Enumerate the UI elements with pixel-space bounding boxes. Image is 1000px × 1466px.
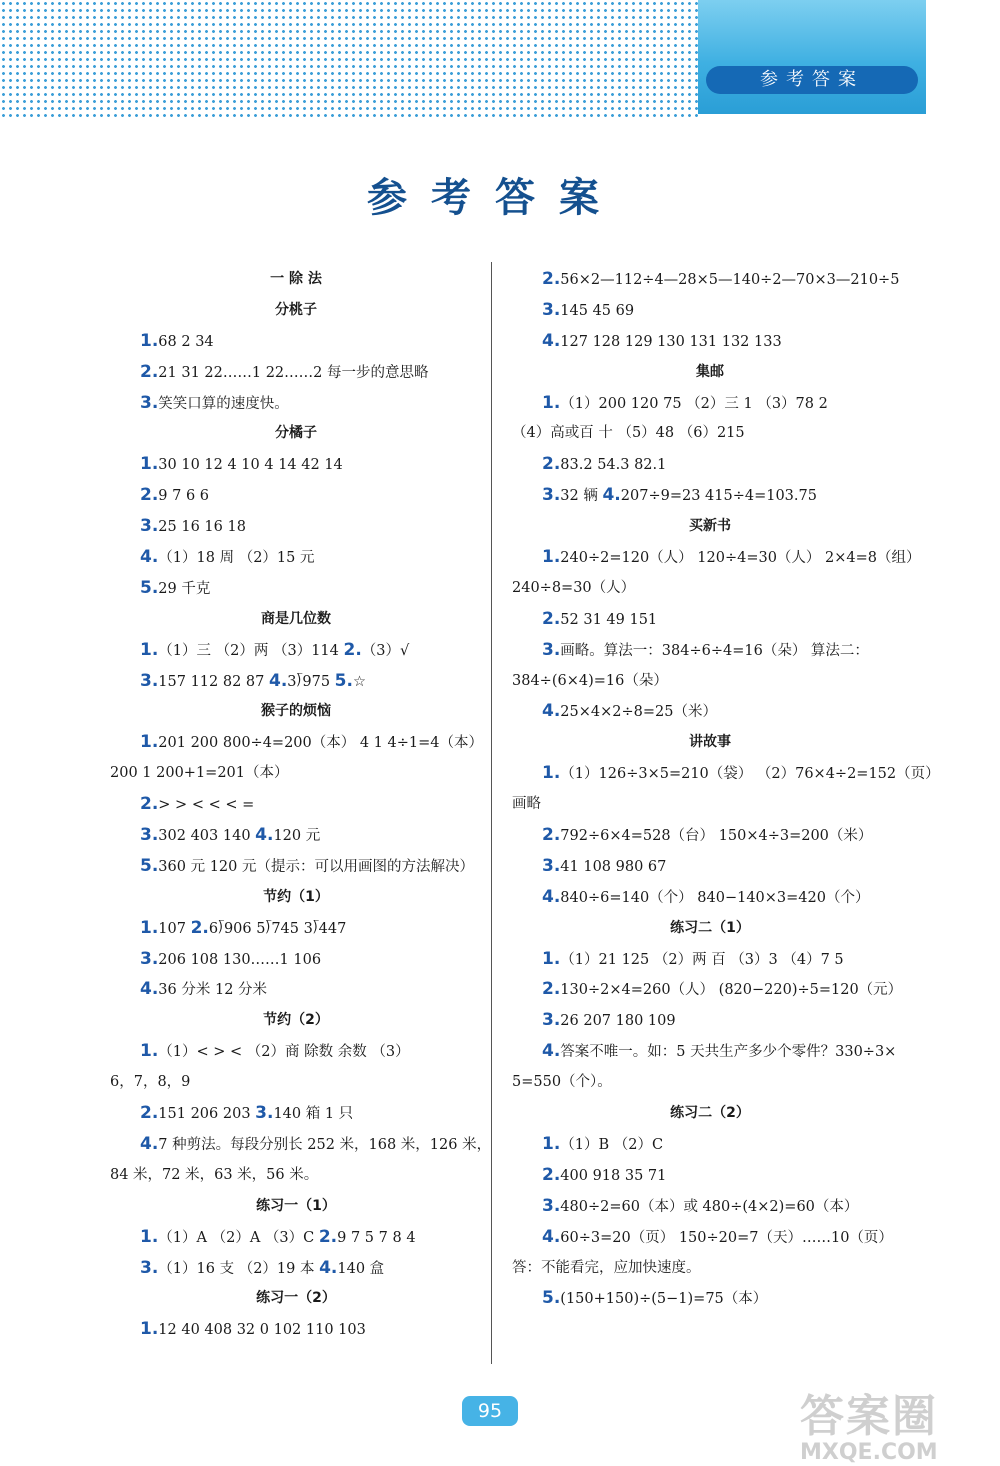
answer-line xyxy=(512,1160,908,1191)
answer-text: 140 箱 1 只 xyxy=(273,1106,354,1123)
answer-text: 360 元 120 元（提示：可以用画图的方法解决） xyxy=(158,858,474,875)
question-number: 3. xyxy=(140,1257,159,1278)
answer-line xyxy=(512,449,908,480)
answer-line xyxy=(512,1036,908,1067)
answer-text: 笑笑口算的速度快。 xyxy=(158,395,289,412)
answer-continuation xyxy=(512,573,908,604)
question-number: 3. xyxy=(542,639,561,660)
question-number: 4. xyxy=(542,1041,561,1062)
question-number: 2. xyxy=(140,1103,159,1124)
answer-text: 21 31 22……1 22……2 每一步的意思略 xyxy=(158,364,429,381)
answer-text: 240÷2=120（人） 120÷4=30（人） 2×4=8（组） xyxy=(560,550,921,567)
question-number: 1. xyxy=(140,330,159,351)
answer-line xyxy=(512,604,908,635)
answer-text: 30 10 12 4 10 4 14 42 14 xyxy=(158,457,343,474)
question-number: 4. xyxy=(542,886,561,907)
answer-text: 答案不唯一。如：5 天共生产多少个零件？330÷3× xyxy=(560,1044,897,1061)
answer-text: 157 112 82 87 xyxy=(158,673,265,690)
answer-text: 201 200 800÷4=200（本） 4 1 4÷1=4（本） xyxy=(158,735,483,752)
question-number: 4. xyxy=(542,1226,561,1247)
answer-line xyxy=(512,388,908,419)
answer-line xyxy=(110,388,482,419)
answer-text: 302 403 140 xyxy=(158,828,251,845)
question-number: 4. xyxy=(542,701,561,722)
question-number: 1. xyxy=(140,732,159,753)
question-number: 2. xyxy=(542,454,561,475)
section-heading-text: 练习一（1） xyxy=(256,1197,336,1214)
section-heading-text: 练习二（2） xyxy=(670,1105,750,1122)
answer-text: 140 盒 xyxy=(337,1260,385,1277)
question-number: 2. xyxy=(542,825,561,846)
answer-line xyxy=(512,326,908,357)
section-heading xyxy=(110,604,482,635)
section-heading-text: 讲故事 xyxy=(689,734,731,751)
answer-text: （1）三 （2）两 （3）114 xyxy=(158,642,339,659)
header-tab xyxy=(698,0,926,114)
right-column xyxy=(512,264,940,1314)
answer-text: 107 xyxy=(158,920,186,937)
question-number: 1. xyxy=(542,948,561,969)
question-number: 1. xyxy=(140,917,159,938)
answer-text: 3⟌975 xyxy=(287,673,331,690)
question-number: 3. xyxy=(542,855,561,876)
answer-text: 145 45 69 xyxy=(560,302,635,319)
answer-continuation xyxy=(110,1160,482,1191)
answer-text: 32 辆 xyxy=(560,488,598,505)
answer-text: 6⟌906 5⟌745 3⟌447 xyxy=(208,920,347,937)
answer-line xyxy=(512,1222,908,1253)
answer-text: （1）A （2）A （3）C xyxy=(158,1229,315,1246)
answer-line xyxy=(512,944,908,975)
answer-text: 36 分米 12 分米 xyxy=(158,982,268,999)
section-heading xyxy=(512,727,908,758)
question-number: 1. xyxy=(542,547,561,568)
answer-line xyxy=(512,542,921,573)
question-number: 2. xyxy=(542,1164,561,1185)
answer-text: 127 128 129 130 131 132 133 xyxy=(560,333,782,350)
answer-line xyxy=(512,758,940,789)
section-heading xyxy=(512,913,908,944)
header-banner xyxy=(0,0,1000,118)
answer-text: 画略 xyxy=(512,796,541,813)
question-number: 1. xyxy=(542,392,561,413)
answer-line xyxy=(110,851,482,882)
answer-continuation xyxy=(512,1067,908,1098)
question-number: 1. xyxy=(140,454,159,475)
answer-text: 130÷2×4=260（人） (820−220)÷5=120（元） xyxy=(560,982,903,999)
section-heading-text: 练习二（1） xyxy=(670,919,750,936)
section-heading xyxy=(110,418,482,449)
answer-text: （1）200 120 75 （2）三 1 （3）78 2 xyxy=(560,395,828,412)
section-heading-text: 买新书 xyxy=(689,518,731,535)
question-number: 3. xyxy=(255,1103,274,1124)
question-number: 4. xyxy=(140,979,159,1000)
answer-text: 68 2 34 xyxy=(158,333,214,350)
question-number: 3. xyxy=(542,485,561,506)
section-heading-text: 猴子的烦恼 xyxy=(261,703,331,720)
dot-pattern xyxy=(0,0,700,118)
answer-text: 25 16 16 18 xyxy=(158,519,246,536)
answer-text: 200 1 200+1=201（本） xyxy=(110,765,289,782)
question-number: 3. xyxy=(140,516,159,537)
answer-line xyxy=(110,666,482,697)
section-heading xyxy=(110,1191,482,1222)
answer-text: 400 918 35 71 xyxy=(560,1167,667,1184)
answer-text: （1）126÷3×5=210（袋） （2）76×4÷2=152（页） xyxy=(560,766,940,783)
answer-text: 151 206 203 xyxy=(158,1106,251,1123)
answer-continuation xyxy=(512,789,908,820)
answer-text: 840÷6=140（个） 840−140×3=420（个） xyxy=(560,889,870,906)
question-number: 1. xyxy=(542,763,561,784)
question-number: 3. xyxy=(140,948,159,969)
question-number: 4. xyxy=(255,825,274,846)
section-heading-text: 节约（2） xyxy=(263,1012,329,1029)
page-title: 参考答案 xyxy=(367,175,623,221)
question-number: 3. xyxy=(542,1195,561,1216)
answer-line xyxy=(110,635,482,666)
answer-line xyxy=(512,480,908,511)
answer-line xyxy=(110,1129,492,1160)
section-heading xyxy=(110,295,482,326)
answer-text: （1）18 周 （2）15 元 xyxy=(158,550,315,567)
answer-continuation xyxy=(110,758,482,789)
answer-text: 答：不能看完，应加快速度。 xyxy=(512,1259,701,1276)
answer-text: 480÷2=60（本）或 480÷(4×2)=60（本） xyxy=(560,1198,859,1215)
answer-text: 60÷3=20（页） 150÷20=7（天）……10（页） xyxy=(560,1229,893,1246)
question-number: 4. xyxy=(140,1133,159,1154)
answer-line xyxy=(512,1005,908,1036)
answer-text: （1）B （2）C xyxy=(560,1136,664,1153)
question-number: 2. xyxy=(140,794,159,815)
section-heading xyxy=(512,511,908,542)
answer-text: 26 207 180 109 xyxy=(560,1013,676,1030)
answer-text: (150+150)÷(5−1)=75（本） xyxy=(560,1291,768,1308)
answer-line xyxy=(512,696,908,727)
answer-line xyxy=(110,1036,482,1067)
answer-text: 25×4×2÷8=25（米） xyxy=(560,704,717,721)
answer-text: （3）√ xyxy=(361,642,410,659)
question-number: 4. xyxy=(140,547,159,568)
left-column xyxy=(110,264,492,1345)
answer-line xyxy=(512,1283,908,1314)
question-number: 4. xyxy=(269,670,288,691)
answer-line xyxy=(110,789,482,820)
answer-line xyxy=(110,913,482,944)
section-heading xyxy=(512,1098,908,1129)
question-number: 2. xyxy=(140,361,159,382)
section-heading-text: 商是几位数 xyxy=(261,610,331,627)
answer-line xyxy=(110,727,482,758)
section-heading xyxy=(110,1005,482,1036)
answer-text: 207÷9=23 415÷4=103.75 xyxy=(620,488,817,505)
answer-line xyxy=(512,851,908,882)
section-heading-text: 分橘子 xyxy=(275,425,317,442)
question-number: 2. xyxy=(318,1226,338,1247)
question-number: 4. xyxy=(602,485,621,506)
answer-text: 9 7 6 6 xyxy=(158,488,210,505)
column-divider xyxy=(491,262,492,1364)
answer-line xyxy=(110,1253,482,1284)
question-number: 3. xyxy=(140,392,159,413)
question-number: 1. xyxy=(140,1319,159,1340)
answer-text: 206 108 130……1 106 xyxy=(158,951,322,968)
answer-line xyxy=(110,974,482,1005)
answer-line xyxy=(110,326,482,357)
watermark-url: MXQE.COM xyxy=(800,1440,938,1465)
question-number: 1. xyxy=(542,1133,561,1154)
answer-text: 29 千克 xyxy=(158,580,211,597)
section-heading xyxy=(110,264,482,295)
question-number: 2. xyxy=(542,608,561,629)
question-number: 1. xyxy=(140,639,159,660)
answer-text: 83.2 54.3 82.1 xyxy=(560,457,667,474)
question-number: 3. xyxy=(542,299,561,320)
answer-text: 画略。算法一：384÷6÷4=16（朵） 算法二： xyxy=(560,642,869,659)
question-number: 2. xyxy=(343,639,362,660)
answer-text: 41 108 980 67 xyxy=(560,858,667,875)
question-number: 5. xyxy=(542,1288,561,1309)
answer-line xyxy=(512,264,908,295)
answer-line xyxy=(512,1191,908,1222)
section-heading xyxy=(110,1283,482,1314)
answer-line xyxy=(110,820,482,851)
section-heading-text: 练习一（2） xyxy=(256,1290,336,1307)
answer-line xyxy=(512,1129,908,1160)
answer-line xyxy=(110,357,482,388)
answer-continuation xyxy=(110,1067,482,1098)
answer-text: 384÷(6×4)=16（朵） xyxy=(512,672,668,689)
header-tab-label: 参考答案 xyxy=(706,66,918,94)
answer-text: 240÷8=30（人） xyxy=(512,579,636,596)
answer-line xyxy=(512,882,908,913)
answer-text: 6，7，8，9 xyxy=(110,1074,191,1091)
question-number: 5. xyxy=(140,855,159,876)
answer-text: > > < < < = xyxy=(158,797,255,814)
answer-line xyxy=(512,974,908,1005)
answer-text: （1）21 125 （2）两 百 （3）3 （4）7 5 xyxy=(560,951,844,968)
section-heading-text: 一 除 法 xyxy=(270,271,322,287)
answer-text: ☆ xyxy=(352,673,366,690)
question-number: 3. xyxy=(140,825,159,846)
question-number: 4. xyxy=(542,330,561,351)
question-number: 2. xyxy=(542,269,561,289)
answer-text: （1）16 支 （2）19 本 xyxy=(158,1260,315,1277)
answer-text: 9 7 5 7 8 4 xyxy=(337,1229,416,1246)
answer-continuation xyxy=(512,666,908,697)
answer-line xyxy=(110,449,482,480)
answer-line xyxy=(110,511,482,542)
question-number: 1. xyxy=(140,1041,159,1062)
answer-text: 52 31 49 151 xyxy=(560,611,658,628)
question-number: 4. xyxy=(319,1257,338,1278)
answer-text: 120 元 xyxy=(273,828,321,845)
question-number: 1. xyxy=(140,1226,159,1247)
answer-line xyxy=(110,573,482,604)
question-number: 5. xyxy=(334,670,353,691)
answer-continuation xyxy=(512,418,908,449)
question-number: 2. xyxy=(542,979,561,1000)
answer-line xyxy=(512,820,908,851)
answer-line xyxy=(110,480,482,511)
answer-continuation xyxy=(512,1253,908,1284)
answer-text: 792÷6×4=528（台） 150×4÷3=200（米） xyxy=(560,828,873,845)
answer-text: （1）< > < （2）商 除数 余数 （3） xyxy=(158,1044,410,1061)
question-number: 3. xyxy=(542,1010,561,1031)
answer-line xyxy=(110,944,482,975)
question-number: 5. xyxy=(140,577,159,598)
question-number: 2. xyxy=(140,485,159,506)
answer-line xyxy=(110,1098,482,1129)
answer-text: 84 米，72 米，63 米，56 米。 xyxy=(110,1166,319,1183)
answer-text: 7 种剪法。每段分别长 252 米，168 米，126 米， xyxy=(158,1136,492,1153)
question-number: 2. xyxy=(190,917,209,938)
answer-line xyxy=(512,295,908,326)
answer-text: （4）高或百 十 （5）48 （6）215 xyxy=(512,425,745,442)
answer-line xyxy=(512,635,908,666)
page-number: 95 xyxy=(462,1396,518,1426)
section-heading xyxy=(110,882,482,913)
answer-line xyxy=(110,1314,482,1345)
answer-text: 12 40 408 32 0 102 110 103 xyxy=(158,1322,366,1339)
section-heading xyxy=(512,357,908,388)
watermark-text: 答案圈 xyxy=(800,1391,938,1442)
answer-text: 56×2—112÷4—28×5—140÷2—70×3—210÷5 xyxy=(560,272,900,288)
answer-line xyxy=(110,1222,482,1253)
answer-text: 5=550（个）。 xyxy=(512,1074,612,1091)
watermark-logo xyxy=(800,1380,990,1465)
question-number: 3. xyxy=(140,670,159,691)
section-heading-text: 节约（1） xyxy=(263,888,329,905)
section-heading-text: 集邮 xyxy=(696,363,724,380)
section-heading-text: 分桃子 xyxy=(275,301,317,318)
answer-line xyxy=(110,542,482,573)
section-heading xyxy=(110,696,482,727)
